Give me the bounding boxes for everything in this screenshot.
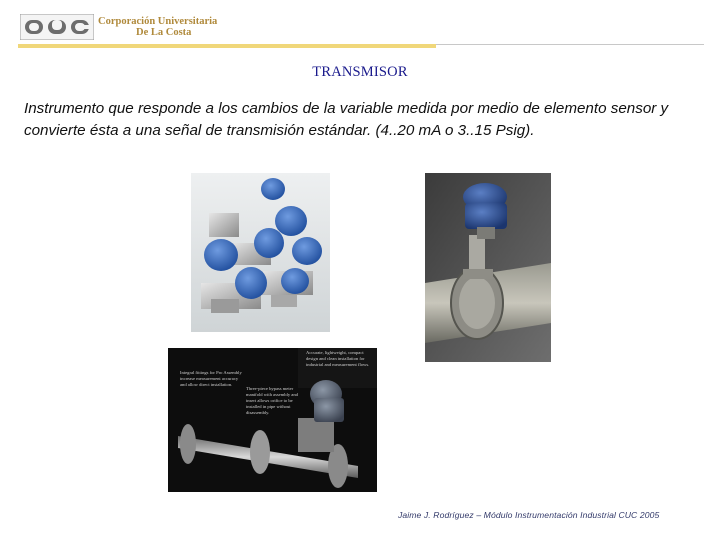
organization-name (98, 16, 217, 38)
header-accent-rule (18, 44, 436, 48)
header-divider (436, 44, 704, 45)
slide-title: TRANSMISOR (312, 64, 408, 80)
logo-icon (20, 14, 94, 40)
brochure-caption-left: Integral fittings for Pro Assembly increase measurement accuracy and allow direct installation. (180, 370, 242, 387)
transmitters-group-photo (191, 173, 330, 332)
organization-name-line2: De La Costa (136, 27, 192, 38)
brochure-caption-right: Accurate, lightweight, compact design and clean installation for industrial and measurement flows. (306, 350, 370, 367)
organization-name-line1: Corporación Universitaria (98, 16, 218, 27)
slide-body-text: Instrumento que responde a los cambios de la variable medida por medio de elemento sensor y convierte ésta a una señal de transmisión estándar. (4..20 mA o 3..15 Psig). (24, 100, 669, 139)
slide-footer: Jaime J. Rodríguez – Módulo Instrumentación Industrial CUC 2005 (398, 510, 660, 520)
orifice-transmitter-photo (425, 173, 551, 362)
brochure-caption-middle: Three-piece bypass meter manifold with assembly and insert allows orifice to be installed in pipe without disassembly. (246, 386, 298, 415)
meter-run-brochure-photo (168, 348, 377, 492)
